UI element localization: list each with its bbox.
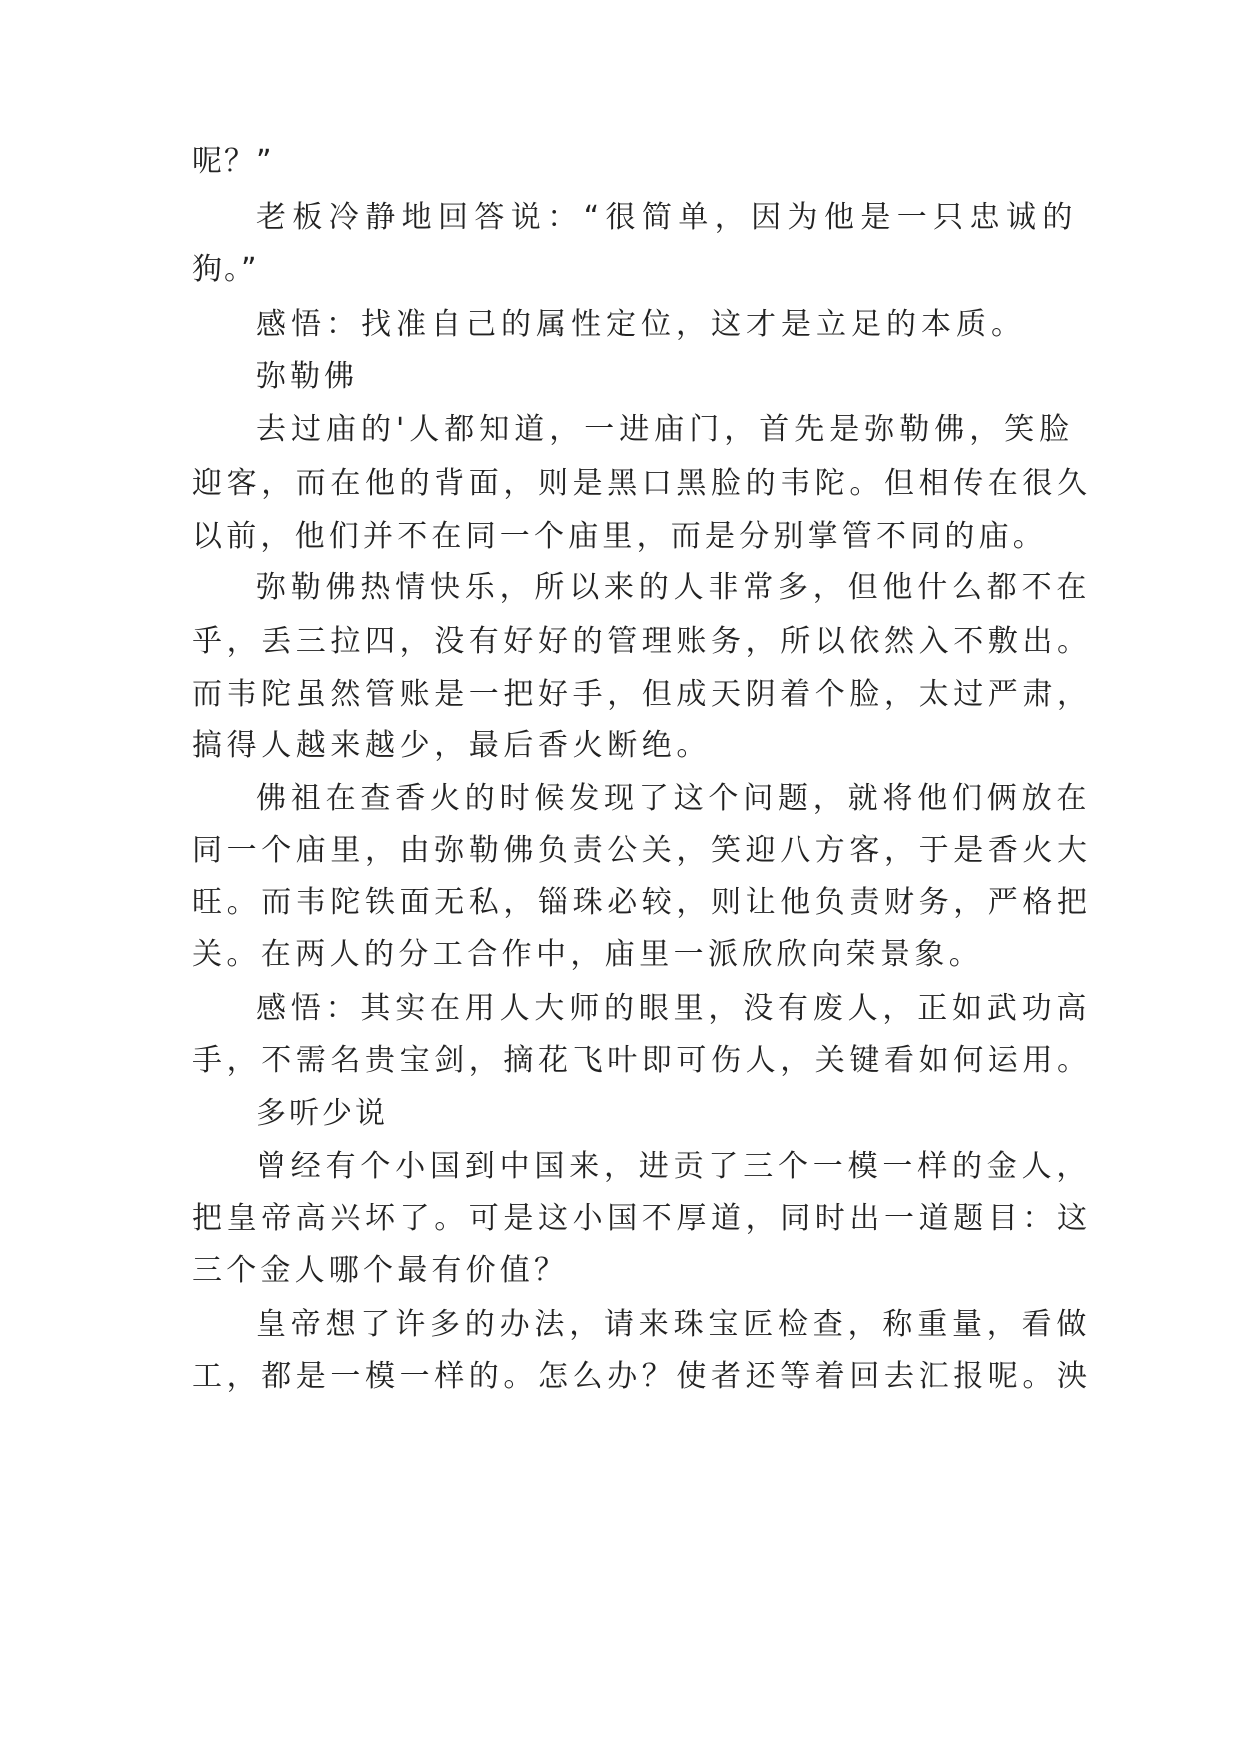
text-line: 去过庙的'人都知道，一进庙门，首先是弥勒佛，笑脸 xyxy=(256,412,1075,447)
text-line: 曾经有个小国到中国来，进贡了三个一模一样的金人， xyxy=(256,1149,1092,1184)
text-line: 搞得人越来越少，最后香火断绝。 xyxy=(192,728,711,763)
text-line: 手，不需名贵宝剑，摘花飞叶即可伤人，关键看如何运用。 xyxy=(192,1043,1092,1078)
text-line: 狗。” xyxy=(192,252,259,287)
text-line: 三个金人哪个最有价值？ xyxy=(192,1253,569,1288)
text-line: 弥勒佛热情快乐，所以来的人非常多，但他什么都不在 xyxy=(256,570,1092,605)
text-line: 而韦陀虽然管账是一把好手，但成天阴着个脸，太过严肃， xyxy=(192,677,1092,712)
text-line: 老板冷静地回答说：“很简单，因为他是一只忠诚的 xyxy=(256,200,1079,235)
text-line: 旺。而韦陀铁面无私，锱珠必较，则让他负责财务，严格把 xyxy=(192,885,1092,920)
text-line: 以前，他们并不在同一个庙里，而是分别掌管不同的庙。 xyxy=(192,519,1047,554)
text-line: 同一个庙里，由弥勒佛负责公关，笑迎八方客，于是香火大 xyxy=(192,833,1092,868)
text-line: 迎客，而在他的背面，则是黑口黑脸的韦陀。但相传在很久 xyxy=(192,466,1092,501)
section-heading: 多听少说 xyxy=(256,1096,388,1131)
text-line: 佛祖在查香火的时候发现了这个问题，就将他们俩放在 xyxy=(256,781,1092,816)
text-line: 关。在两人的分工合作中，庙里一派欣欣向荣景象。 xyxy=(192,937,984,972)
text-line: 皇帝想了许多的办法，请来珠宝匠检查，称重量，看做 xyxy=(256,1307,1092,1342)
text-line: 呢？” xyxy=(192,144,274,179)
text-line: 感悟：其实在用人大师的眼里，没有废人，正如武功高 xyxy=(256,991,1092,1026)
section-heading: 弥勒佛 xyxy=(256,359,358,394)
text-line: 工，都是一模一样的。怎么办？使者还等着回去汇报呢。泱 xyxy=(192,1359,1092,1394)
text-line: 乎，丢三拉四，没有好好的管理账务，所以依然入不敷出。 xyxy=(192,624,1092,659)
text-line: 感悟：找准自己的属性定位，这才是立足的本质。 xyxy=(256,307,1026,342)
text-line: 把皇帝高兴坏了。可是这小国不厚道，同时出一道题目：这 xyxy=(192,1201,1092,1236)
